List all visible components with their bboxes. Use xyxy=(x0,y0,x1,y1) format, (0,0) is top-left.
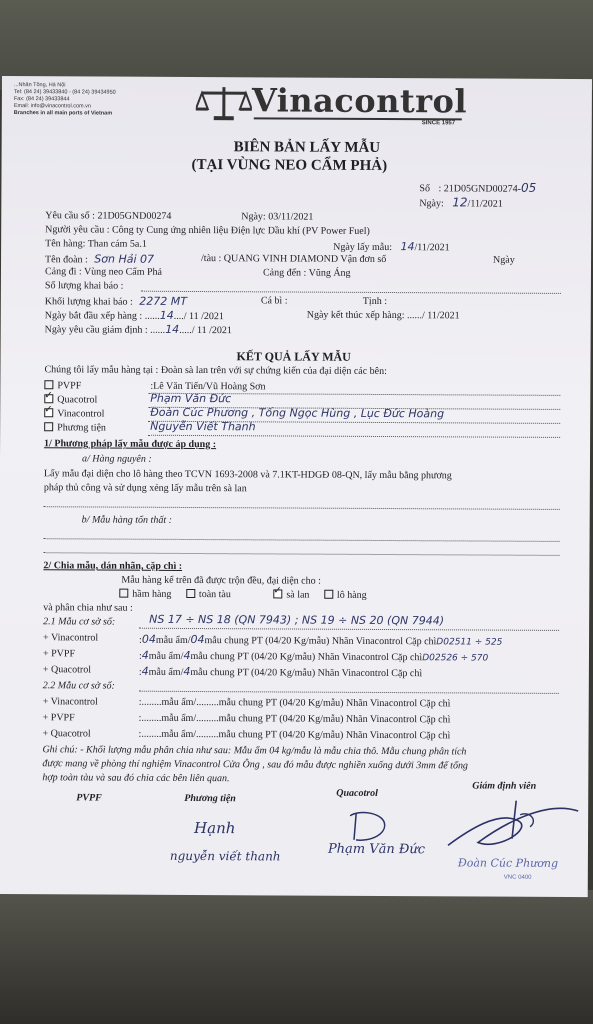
declared-quantity: Số lượng khai báo : xyxy=(44,280,124,292)
loading-start-handwritten: 14 xyxy=(159,308,174,322)
option-checkbox[interactable] xyxy=(273,589,282,598)
request-date: Ngày: 03/11/2021 xyxy=(241,211,314,223)
document-title: BIÊN BẢN LẤY MẪU xyxy=(233,139,381,156)
inspector-signature-mark xyxy=(438,790,588,861)
option-checkbox[interactable] xyxy=(186,589,195,598)
party-row xyxy=(44,422,106,433)
split-row: + Quacotrol xyxy=(42,728,91,740)
split-row-detail: :........mẫu ẩm/.........mẫu chung PT (04/20 Kg/mẫu) Nhãn Vinacontrol Cặp chì xyxy=(138,712,451,726)
results-heading: KẾT QUẢ LẤY MẪU xyxy=(236,349,351,364)
inspector-stamp-name: Đoàn Cúc Phương xyxy=(457,856,559,870)
party-value: Phạm Văn Đức xyxy=(150,391,232,406)
sample-set-21-handwritten: NS 17 ÷ NS 18 (QN 7943) ; NS 19 ÷ NS 20 (QN 7944) xyxy=(149,612,445,628)
qty-moisture: 04 xyxy=(141,632,156,646)
declared-weight-label: Khối lượng khai báo : xyxy=(44,296,133,308)
dotted-line xyxy=(139,691,559,694)
option-label: sà lan xyxy=(286,589,310,601)
qty-moisture: 4 xyxy=(141,664,149,678)
split-row-detail: :........mẫu ẩm/.........mẫu chung PT (04/20 Kg/mẫu) Nhãn Vinacontrol Cặp chì xyxy=(138,728,451,742)
loading-port: Cảng đi : Vùng neo Cẩm Phả xyxy=(44,266,163,278)
split-row-detail: :........mẫu ẩm/.........mẫu chung PT (04/20 Kg/mẫu) Nhãn Vinacontrol Cặp chì xyxy=(138,696,451,710)
dotted-line xyxy=(44,506,560,510)
split-method: và phân chia như sau : xyxy=(43,602,133,614)
inspection-date-label: Ngày yêu cầu giám định : ...... xyxy=(44,324,166,336)
dotted-line xyxy=(44,552,560,556)
sampling-report-paper xyxy=(0,76,592,897)
dotted-line xyxy=(141,291,561,294)
so-label: Số xyxy=(419,183,431,195)
logo-wordmark: Vinacontrol xyxy=(251,81,468,121)
split-text: mẫu chung PT (04/20 Kg/mẫu) Nhãn Vinacontrol Cặp chì xyxy=(204,635,437,648)
sample-set-22-label: 2.2 Mẫu cơ sở số: xyxy=(42,680,115,692)
discharge-port: Cảng đến : Vũng Áng xyxy=(262,267,351,279)
method-heading: 1/ Phương pháp lấy mẫu được áp dụng : xyxy=(44,438,217,451)
method-a-label: a/ Hàng nguyên : xyxy=(81,453,152,465)
address-line: Email: info@vinacontrol.com.vn xyxy=(13,103,91,110)
party-checkbox[interactable] xyxy=(44,408,53,417)
background-table-surface xyxy=(0,890,593,1024)
split-party: + Vinacontrol xyxy=(43,632,99,644)
party-value: :Lê Văn Tiến/Vũ Hoàng Sơn xyxy=(150,380,266,393)
option-checkbox[interactable] xyxy=(119,589,128,598)
sampling-date-rest: /11/2021 xyxy=(414,242,450,254)
split-text: mẫu chung PT (04/20 Kg/mẫu) Nhãn Vinacontrol Cặp chì xyxy=(190,650,423,664)
signature-inspector-label: Giám định viên xyxy=(472,780,537,792)
signature-quacotrol-label: Quacotrol xyxy=(336,787,378,799)
method-b-label: b/ Mẫu hàng tổn thất : xyxy=(81,514,172,526)
tare: Cá bì : xyxy=(260,295,288,307)
inspection-date-rest: ...../ 11 /2021 xyxy=(179,324,232,337)
method-a-text: pháp thủ công và sử dụng xẻng lấy mẫu trên sà lan xyxy=(43,482,247,495)
so-value: : 21D05GND00274- xyxy=(438,183,522,195)
inspection-date-handwritten: 14 xyxy=(165,322,180,336)
report-number xyxy=(419,180,536,195)
report-date xyxy=(419,195,502,209)
option-label: lô hàng xyxy=(336,589,367,601)
split-row xyxy=(43,632,98,643)
ngay-rest: /11/2021 xyxy=(467,198,503,210)
inspector-stamp-code: VNC 0400 xyxy=(503,874,532,881)
logo-since: SINCE 1957 xyxy=(421,120,456,127)
dotted-line xyxy=(148,435,560,438)
split-text: mẫu chung PT (04/20 Kg/mẫu) Nhãn Vinacontrol Cặp chì xyxy=(190,666,423,680)
request-number: Yêu cầu số : 21D05GND00274 xyxy=(45,210,172,222)
scales-icon xyxy=(196,83,252,121)
seal-numbers: D02526 ÷ 570 xyxy=(422,653,489,664)
party-value: Nguyễn Viết Thanh xyxy=(150,419,256,434)
split-heading: 2/ Chia mẫu, dán nhãn, cặp chì : xyxy=(43,560,183,572)
address-line: Tel: (84 24) 39433840 - (84 24) 39434950 xyxy=(13,89,116,96)
split-row: + Vinacontrol xyxy=(42,696,98,708)
mau-am-label: mẫu ẩm/ xyxy=(155,634,191,646)
vessel-name: /tàu : QUANG VINH DIAMOND Vận đơn số xyxy=(201,253,387,266)
dotted-line xyxy=(44,538,560,542)
sampling-date-handwritten: 14 xyxy=(400,240,415,254)
fleet-label: Tên đoàn : xyxy=(45,254,88,266)
split-row: + PVPF xyxy=(42,712,75,724)
loading-start-date xyxy=(45,308,224,322)
requester: Người yêu cầu : Công ty Cung ứng nhiên liệu Điện lực Dầu khí (PV Power Fuel) xyxy=(45,224,370,237)
split-row xyxy=(43,664,91,675)
option-label: hầm hàng xyxy=(132,588,172,600)
ngay-label: Ngày: xyxy=(419,198,444,210)
split-row xyxy=(43,648,75,659)
split-row-detail: :4mẫu ẩm/4mẫu chung PT (04/20 Kg/mẫu) Nhãn Vinacontrol Cặp chì xyxy=(138,664,423,680)
vessel-signature: Hạnh xyxy=(194,819,236,838)
note-line: được mang về phòng thí nghiệm Vinacontrol Cửa Ông , sau đó mẫu được nghiền xuống dưới 3mm để tổng xyxy=(42,758,468,772)
declared-weight-handwritten: 2272 MT xyxy=(139,294,187,308)
signature-vessel-label: Phương tiện xyxy=(184,792,236,805)
fleet-handwritten: Sơn Hải 07 xyxy=(94,252,155,266)
qty-common: 4 xyxy=(183,664,191,678)
address-line: ...Nhân Tông, Hà Nội xyxy=(13,82,66,89)
qty-common: 04 xyxy=(190,632,205,647)
seal-numbers: D02511 ÷ 525 xyxy=(436,637,503,648)
party-checkbox[interactable] xyxy=(44,422,53,431)
fleet-name xyxy=(45,252,154,266)
party-name: Quacotrol xyxy=(57,394,98,406)
declared-weight xyxy=(45,294,187,308)
loading-end-date: Ngày kết thúc xếp hàng: ....../ 11/2021 xyxy=(306,309,460,322)
vinacontrol-logo xyxy=(196,83,252,124)
split-party: + PVPF xyxy=(42,648,76,660)
option-label: toàn tàu xyxy=(198,589,231,601)
document-subtitle: (TẠI VÙNG NEO CẨM PHẢ) xyxy=(191,156,388,175)
party-name: PVPF xyxy=(57,380,82,392)
quacotrol-signature-name: Phạm Văn Đức xyxy=(327,841,426,858)
party-name: Phương tiện xyxy=(57,422,106,434)
address-line: Fax: (84 24) 39433844 xyxy=(13,96,70,103)
signature-pvpf-label: PVPF xyxy=(76,792,102,804)
qty-common: 4 xyxy=(183,648,191,662)
loading-start-rest: ..../ 11 /2021 xyxy=(173,310,224,323)
inspection-date xyxy=(45,322,232,336)
party-checkbox[interactable] xyxy=(44,380,53,389)
branches-text: Branches in all main ports of Vietnam xyxy=(13,110,113,117)
party-row xyxy=(44,408,104,419)
dotted-line xyxy=(139,628,559,631)
split-party: + Quacotrol xyxy=(42,664,92,676)
net: Tịnh : xyxy=(362,295,388,308)
party-value: Đoàn Cúc Phương , Tống Ngọc Hùng , Lục Đức Hoàng xyxy=(150,405,445,421)
mau-am-label: mẫu ẩm/ xyxy=(148,666,184,678)
split-row-detail: :04mẫu ẩm/04mẫu chung PT (04/20 Kg/mẫu) Nhãn Vinacontrol Cặp chìD02511 ÷ 525 xyxy=(139,632,503,648)
option-checkbox[interactable] xyxy=(324,590,333,599)
method-a-text: Lấy mẫu đại diện cho lô hàng theo TCVN 1693-2008 và 7.1KT-HDGĐ 08-QN, lấy mẫu bằng phương xyxy=(43,468,452,482)
vessel-signature-name: nguyễn viết thanh xyxy=(169,848,281,864)
note-line: hợp toàn tàu và sau đó chia các bên liên quan. xyxy=(42,772,230,785)
party-checkbox[interactable] xyxy=(44,394,53,403)
goods-name: Tên hàng: Than cám 5a.1 xyxy=(45,238,147,250)
sample-set-21-label: 2.1 Mẫu cơ sở số: xyxy=(43,616,116,628)
so-handwritten: 05 xyxy=(520,180,537,195)
loading-start-label: Ngày bắt đầu xếp hàng : ...... xyxy=(44,310,160,322)
note-line: Ghi chú: - Khối lượng mẫu phân chia như sau: Mẫu ẩm 04 kg/mẫu là mẫu chia thô. Mẫu chung phân tích xyxy=(42,744,467,758)
sampling-date-label: Ngày lấy mẫu: xyxy=(333,241,393,254)
bl-date: Ngày xyxy=(493,254,515,266)
party-name: Vinacontrol xyxy=(57,408,105,420)
split-options xyxy=(119,589,366,601)
qty-moisture: 4 xyxy=(141,648,149,662)
results-intro: Chúng tôi lấy mẫu hàng tại : Đoàn sà lan trên với sự chứng kiến của đại diện các bên: xyxy=(44,364,387,378)
company-address xyxy=(14,82,116,118)
mau-am-label: mẫu ẩm/ xyxy=(148,650,184,662)
sampling-date xyxy=(333,240,450,254)
split-row-detail: :4mẫu ẩm/4mẫu chung PT (04/20 Kg/mẫu) Nhãn Vinacontrol Cặp chìD02526 ÷ 570 xyxy=(138,648,489,664)
ngay-handwritten: 12 xyxy=(452,195,468,210)
split-intro: Mẫu hàng kể trên đã được trộn đều, đại diện cho : xyxy=(121,574,321,587)
